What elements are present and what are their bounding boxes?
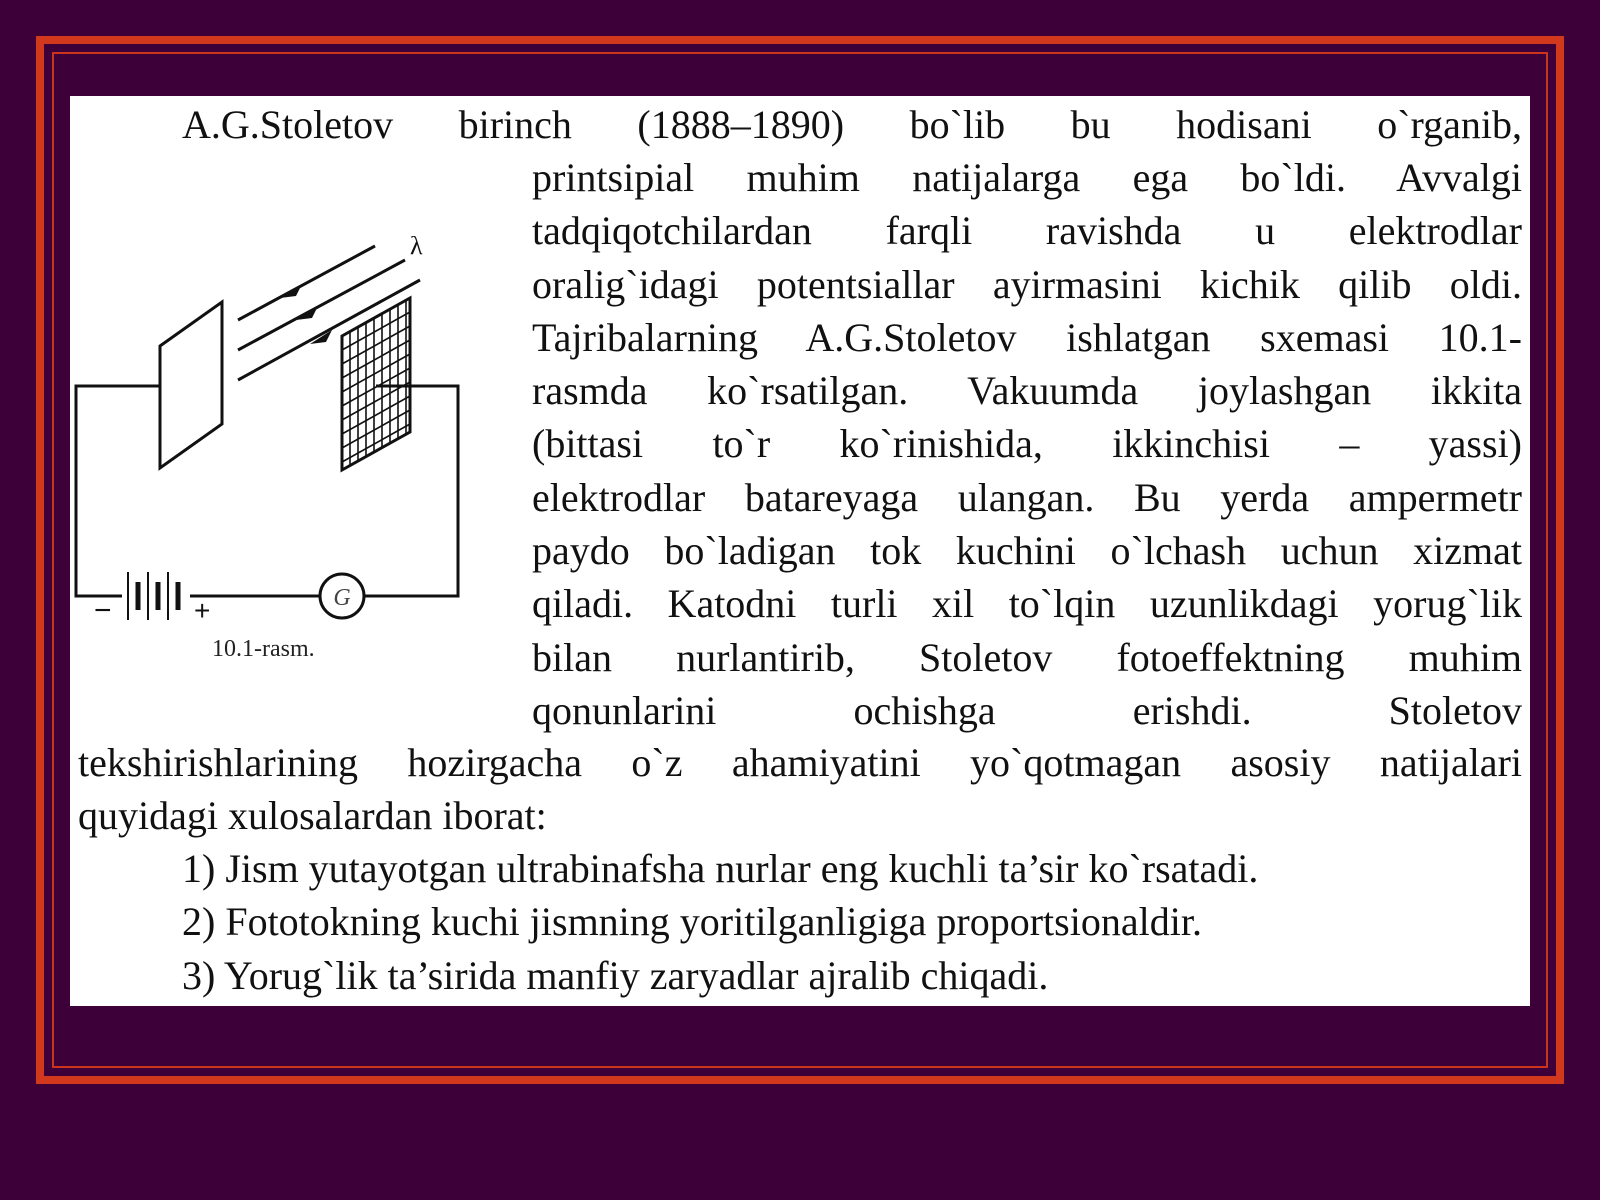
figure-caption: 10.1-rasm. [212,636,315,662]
light-ray [238,246,375,320]
plate-electrode [160,302,222,468]
circuit-diagram [70,236,490,756]
text-line: rasmda ko`rsatilgan. Vakuumda joylashgan ikkita [532,368,1522,414]
text-line: tadqiqotchilardan farqli ravishda u elektrodlar [532,208,1522,254]
wrapped-paragraph [532,151,1522,737]
text-line: printsipial muhim natijalarga ega bo`ldi. Avvalgi [532,155,1522,200]
text-line: Tajribalarning A.G.Stoletov ishlatgan sxemasi 10.1- [532,314,1522,360]
content-sheet [70,96,1530,1006]
plus-label: + [194,595,211,626]
text-line: bilan nurlantirib, Stoletov fotoeffektning muhim [532,634,1522,680]
battery-icon [128,572,178,620]
text-line: elektrodlar batareyaga ulangan. Bu yerda ampermetr [532,474,1522,520]
lambda-label: λ [410,236,423,260]
text-line: paydo bo`ladigan tok kuchini o`lchash uchun xizmat [532,528,1522,574]
text-line: oralig`idagi potentsiallar ayirmasini kichik qilib oldi. [532,261,1522,307]
minus-label: − [94,594,112,627]
stoletov-circuit-figure [70,236,490,796]
mesh-electrode [342,298,410,470]
conclusions-list [182,842,1522,1002]
list-item: 2) Fototokning kuchi jismning yoritilganligiga proportsionaldir. [182,899,1202,945]
left-wire [76,386,160,596]
text-line: tekshirishlarining hozirgacha o`z ahamiyatini yo`qotmagan asosiy natijalari [78,740,1522,785]
text-line: quyidagi xulosalardan iborat: [78,793,547,839]
list-item: 1) Jism yutayotgan ultrabinafsha nurlar eng kuchli ta’sir ko`rsatadi. [182,846,1259,891]
paragraph-first-line: A.G.Stoletov birinch (1888–1890) bo`lib bu hodisani o`rganib, [182,102,1522,147]
text-line: qiladi. Katodni turli xil to`lqin uzunlikdagi yorug`lik [532,581,1522,627]
text-line: (bittasi to`r ko`rinishida, ikkinchisi – yassi) [532,421,1522,467]
galvanometer-label: G [333,585,351,611]
list-item: 3) Yorug`lik ta’sirida manfiy zaryadlar ajralib chiqadi. [182,952,1049,998]
text-line: qonunlarini ochishga erishdi. Stoletov [532,687,1522,733]
